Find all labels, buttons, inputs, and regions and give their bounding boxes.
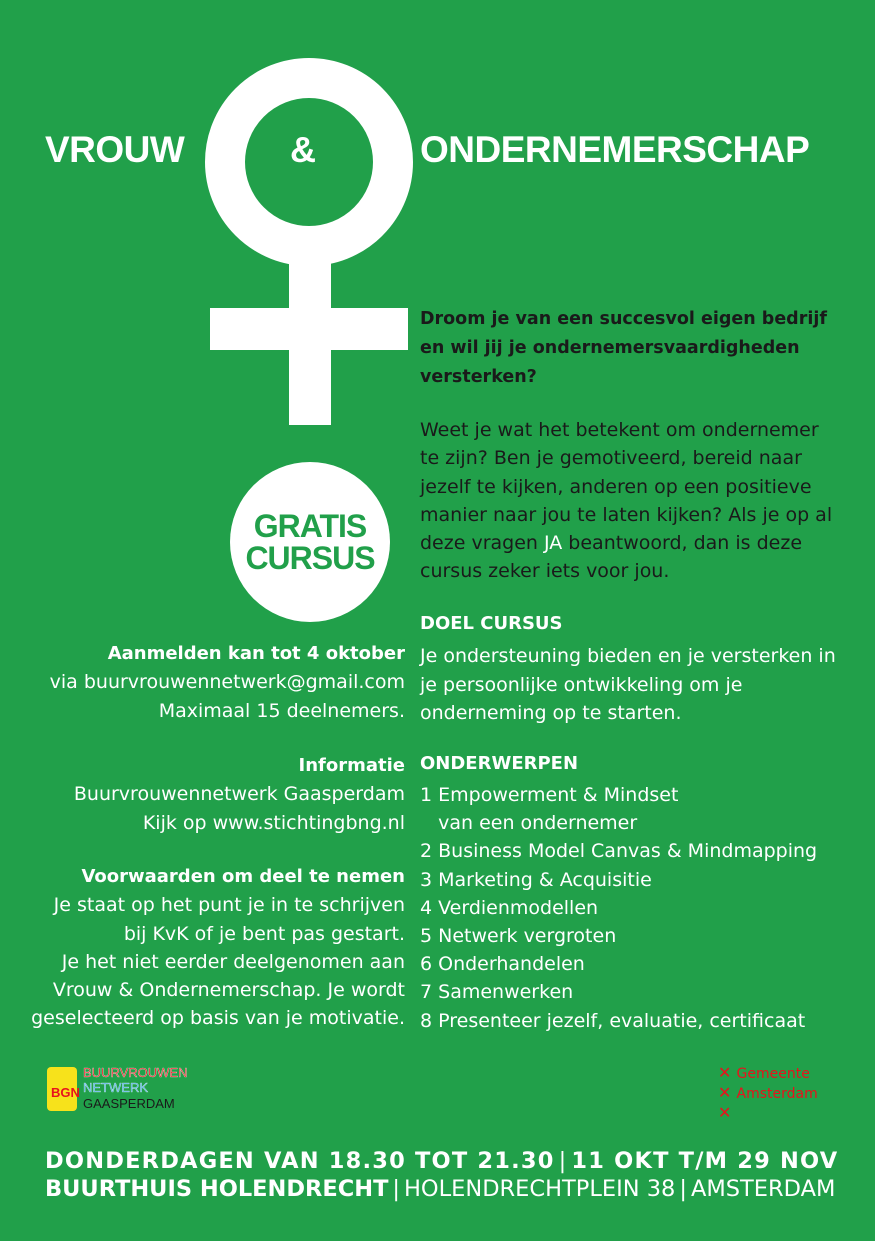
informatie-heading: Informatie [298, 755, 405, 776]
intro-text-before: Weet je wat het betekent om ondernemer te zijn? Ben je gemotiveerd, bereid naar jezelf te kijken, anderen op een positieve manier naar jou te laten kijken? Als je op al deze vragen [420, 419, 833, 555]
list-item: 7 Samenwerken [420, 981, 574, 1004]
intro-highlight-ja: JA [543, 532, 563, 555]
footer-separator: | [679, 1176, 687, 1202]
gratis-cursus-badge [230, 462, 390, 622]
footer-dates: 11 OKT T/M 29 NOV [571, 1148, 839, 1174]
onderwerpen-heading: ONDERWERPEN [420, 753, 579, 774]
voorwaarden-line: bij KvK of je bent pas gestart. [123, 922, 405, 945]
amsterdam-line-1: Gemeente [736, 1066, 810, 1082]
list-item: van een ondernemer [420, 812, 638, 835]
venus-symbol-crossbar [210, 308, 408, 350]
footer-separator: | [558, 1148, 568, 1174]
informatie-section [5, 752, 405, 837]
footer-address: HOLENDRECHTPLEIN 38 [404, 1176, 676, 1202]
voorwaarden-heading: Voorwaarden om deel te nemen [81, 866, 405, 887]
footer-line-1 [45, 1146, 838, 1176]
list-item: 8 Presenteer jezelf, evaluatie, certificaat [420, 1009, 806, 1032]
gemeente-amsterdam-logo [718, 1063, 848, 1122]
intro-text-after: beantwoord, dan is deze cursus zeker iets voor jou. [420, 532, 803, 583]
aanmelden-section [5, 640, 405, 725]
footer-separator: | [392, 1176, 401, 1202]
aanmelden-heading: Aanmelden kan tot 4 oktober [107, 643, 405, 664]
onderwerpen-list [420, 781, 840, 1035]
amsterdam-cross-icon: ✕ [718, 1083, 732, 1102]
amsterdam-cross-icon: ✕ [718, 1063, 732, 1082]
voorwaarden-section [5, 863, 405, 1033]
intro-question: Droom je van een succesvol eigen bedrijf en wil jij je ondernemersvaardigheden versterken? [420, 309, 827, 387]
title-ondernemerschap: ONDERNEMERSCHAP [420, 129, 810, 170]
list-item: 3 Marketing & Acquisitie [420, 868, 652, 891]
aanmelden-max: Maximaal 15 deelnemers. [158, 699, 405, 722]
voorwaarden-line: Je staat op het punt je in te schrijven [53, 894, 405, 917]
title-ampersand: & [290, 129, 316, 170]
informatie-website: Kijk op www.stichtingbng.nl [142, 811, 405, 834]
footer-city: AMSTERDAM [690, 1176, 836, 1202]
informatie-org: Buurvrouwennetwerk Gaasperdam [73, 783, 405, 806]
footer-venue: BUURTHUIS HOLENDRECHT [45, 1176, 389, 1202]
amsterdam-line-2: Amsterdam [736, 1086, 818, 1102]
buurvrouwen-netwerk-logo [45, 1063, 215, 1115]
voorwaarden-line: geselecteerd op basis van je motivatie. [31, 1007, 405, 1030]
amsterdam-cross-icon: ✕ [718, 1103, 732, 1122]
list-item: 5 Netwerk vergroten [420, 925, 617, 948]
list-item: 4 Verdienmodellen [420, 896, 599, 919]
list-item: 1 Empowerment & Mindset [420, 784, 679, 806]
aanmelden-email: via buurvrouwennetwerk@gmail.com [49, 671, 405, 694]
badge-line-2: CURSUS [245, 540, 375, 576]
list-item: 6 Onderhandelen [420, 953, 585, 976]
doel-text: Je ondersteuning bieden en je versterken in je persoonlijke ontwikkeling om je onderneming op te starten. [420, 645, 836, 725]
voorwaarden-line: Vrouw & Ondernemerschap. Je wordt [52, 979, 405, 1002]
title-vrouw: VROUW [45, 129, 185, 170]
badge-line-1: GRATIS [253, 508, 367, 544]
logo-line-3: GAASPERDAM [83, 1096, 175, 1111]
doel-heading: DOEL CURSUS [420, 613, 563, 634]
list-item: 2 Business Model Canvas & Mindmapping [420, 840, 818, 863]
footer-schedule: DONDERDAGEN VAN 18.30 TOT 21.30 [45, 1148, 555, 1174]
footer-line-2 [45, 1174, 835, 1204]
intro-text [420, 416, 840, 586]
logo-line-2: NETWERK [83, 1080, 148, 1095]
logo-badge-text: BGN [51, 1085, 80, 1100]
voorwaarden-line: Je het niet eerder deelgenomen aan [61, 950, 405, 973]
logo-line-1: BUURVROUWEN [83, 1065, 188, 1080]
